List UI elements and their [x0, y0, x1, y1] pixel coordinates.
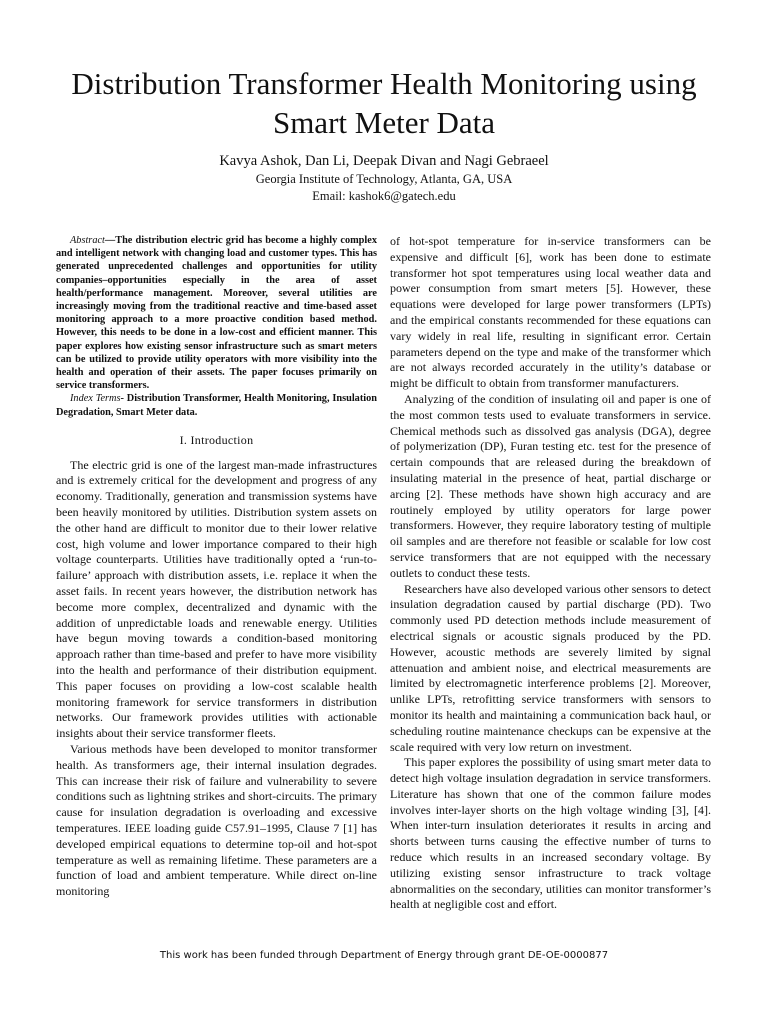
paragraph: Researchers have also developed various other sensors to detect insulation degradation caused by partial discharge (PD). Two commonly used PD detection methods include measurement of electrical signals or acoustic signals produced by the PD. However, acoustic methods are severely limited by signal attenuation and ambient noise, and electrical measurements are limited by electromagnetic interference problems [2]. Moreover, unlike LPTs, retrofitting service transformers with sensors to monitor its health and maintaining a communication back haul, or scheduling routine maintenance checkups can be expensive at the scale required with very low return on investment.	[390, 581, 711, 754]
paragraph: Various methods have been developed to monitor transformer health. As transformers age, their internal insulation degrades. This can increase their risk of failure and vulnerability to severe conditions such as lightning strikes and short-circuits. The primary cause for insulation degradation is overloading and excessive temperatures. IEEE loading guide C57.91–1995, Clause 7 [1] has developed empirical equations to determine top-oil and hot-spot temperature as well as remaining lifetime. These parameters are a function of load and ambient temperature. While direct on-line monitoring	[56, 741, 377, 899]
affiliation: Georgia Institute of Technology, Atlanta, GA, USA	[255, 172, 513, 186]
abstract-label: Abstract	[70, 235, 105, 246]
left-column	[56, 234, 377, 900]
section-heading-introduction: I. Introduction	[179, 432, 254, 447]
abstract-text: —The distribution electric grid has become a highly complex and intelligent network with changing load and customer types. This has generated unprecedented challenges and opportunities for utility companies–opportunities especially in the area of asset health/performance management. Moreover, several utilities are increasingly moving from the traditional reactive and time-based asset monitoring approach to a more proactive condition based method. However, this needs to be done in a low-cost and efficient manner. This paper explores how existing sensor infrastructure such as smart meters can be utilized to provide utility operators with more visibility into the health and operation of their assets. The paper focuses primarily on service transformers.	[56, 235, 377, 392]
abstract	[56, 234, 377, 392]
right-column	[390, 234, 711, 913]
author-email: Email: kashok6@gatech.edu	[312, 189, 456, 203]
funding-footnote: This work has been funded through Department of Energy through grant DE-OE-0000877	[159, 950, 609, 961]
paragraph: of hot-spot temperature for in-service transformers can be expensive and difficult [6], work has been done to estimate transformer hot spot temperatures using local weather data and power consumption from smart meters [5]. However, these equations were developed for large power transformers (LPTs) and the empirical constants recommended for these equations can vary widely in real life, resulting in significant error. Certain parameters depend on the type and make of the transformer which are not always recorded accurately in the utility’s database or might be difficult to obtain from transformer manufacturers.	[390, 234, 711, 391]
index-terms-text: - Distribution Transformer, Health Monitoring, Insulation Degradation, Smart Meter data.	[56, 393, 377, 418]
paragraph: This paper explores the possibility of using smart meter data to detect high voltage insulation degradation in service transformers. Literature has shown that one of the common failure modes involves inter-layer shorts on the high voltage winding [3], [4]. When inter-turn insulation deteriorates it results in arcing and shorts between turns causing the effective number of turns to reduce which results in an increased secondary voltage. By utilizing existing sensor infrastructure to track voltage abnormalities on the secondary, utilities can monitor transformer’s health at negligible cost and effort.	[390, 755, 711, 912]
paragraph: The electric grid is one of the largest man-made infrastructures and is extremely critical for the development and progress of any economy. Traditionally, generation and transmission systems have been heavily monitored by utilities. Distribution system assets on the other hand are difficult to monitor due to their lower relative cost, high volume and lower importance compared to their high voltage counterparts. Utilities have traditionally opted a ‘run-to-failure’ approach with distribution assets, i.e. replace it when the asset fails. In recent years however, the distribution network has become more complex, decentralized and dynamic with the addition of unpredictable loads and renewable energy. Utilities have begun moving towards a condition-based monitoring approach rather than time-based and prefer to have more visibility into the health and performance of their distribution equipment. This paper focuses on providing a low-cost scalable health monitoring framework for service transformers in distribution networks. Our framework provides utilities with actionable insights about their service transformer fleets.	[56, 457, 377, 741]
paragraph: Analyzing of the condition of insulating oil and paper is one of the most common tests used to evaluate transformers in service. Chemical methods such as dissolved gas analysis (DGA), degree of polymerization (DP), Furan testing etc. test for the presence of certain compounds that are released during the breakdown of insulating material in the presence of heat, partial discharge or arcing [2]. These methods have shown high accuracy and are routinely employed by utility operators for large power transformers. However, they require laboratory testing of multiple oil samples and are therefore not feasible or scalable for low cost service transformers that are not equipped with the necessary outlets to conduct these tests.	[390, 391, 711, 580]
index-terms	[56, 392, 377, 418]
paper-title: Distribution Transformer Health Monitoring using Smart Meter Data	[71, 66, 697, 140]
author-list: Kavya Ashok, Dan Li, Deepak Divan and Nagi Gebraeel	[219, 153, 549, 169]
index-terms-label: Index Terms	[70, 393, 121, 405]
